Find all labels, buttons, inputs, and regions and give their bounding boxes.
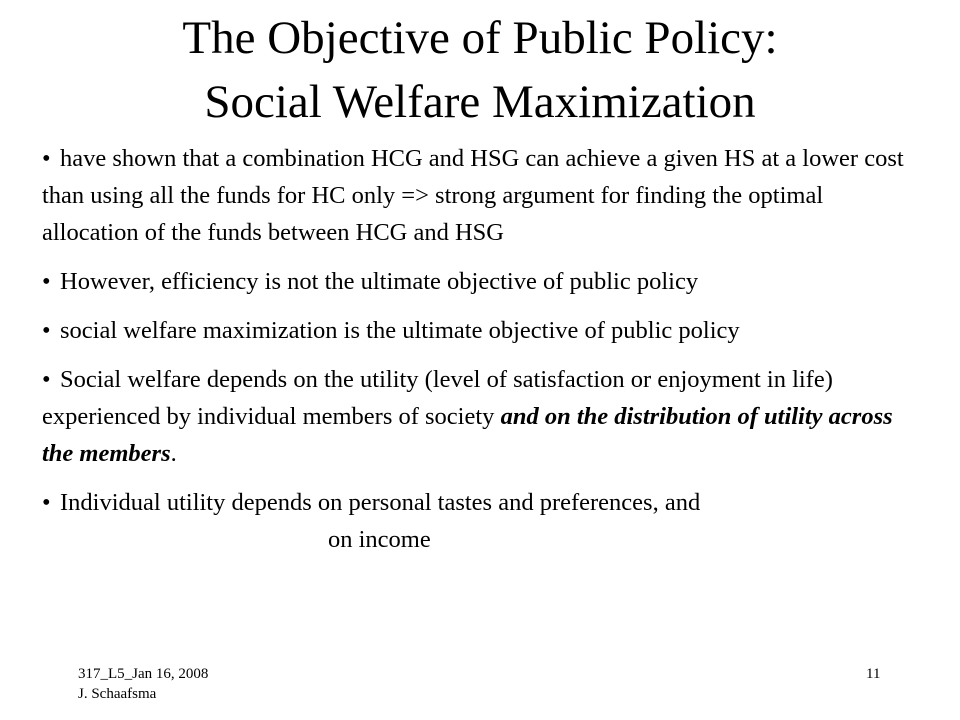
bullet-icon: • bbox=[42, 489, 51, 516]
footer-info bbox=[78, 664, 208, 704]
bullet-icon: • bbox=[42, 268, 51, 295]
page-number: 11 bbox=[866, 666, 881, 682]
slide-title-line-2: Social Welfare Maximization bbox=[204, 76, 756, 128]
bullet-suffix: . bbox=[170, 440, 177, 467]
slide-title bbox=[0, 6, 960, 134]
bullet-text: have shown that a combination HCG and HSG can achieve a given HS at a lower cost than using all the funds for HC only => strong argument for finding the optimal allocation of the funds between HCG and HSG bbox=[42, 145, 904, 246]
footer-course-date: 317_L5_Jan 16, 2008 bbox=[78, 666, 209, 682]
bullet-icon: • bbox=[42, 366, 51, 393]
bullet-continuation: on income bbox=[328, 526, 431, 553]
bullet-text: However, efficiency is not the ultimate objective of public policy bbox=[60, 268, 699, 295]
bullet-item bbox=[42, 140, 912, 251]
bullet-icon: • bbox=[42, 145, 51, 172]
bullet-item bbox=[42, 263, 912, 300]
bullet-item bbox=[42, 312, 912, 349]
bullet-text: Social welfare depends on the utility (level of satisfaction or enjoyment in life) experienced by individual members of society bbox=[42, 366, 833, 430]
bullet-item bbox=[42, 484, 912, 558]
bullet-emphasis-text: and on the distribution of utility across the members bbox=[42, 403, 893, 467]
bullet-icon: • bbox=[42, 317, 51, 344]
bullet-text: social welfare maximization is the ultimate objective of public policy bbox=[60, 317, 740, 344]
bullet-text: Individual utility depends on personal tastes and preferences, and bbox=[60, 489, 701, 516]
bullet-list bbox=[42, 140, 912, 570]
bullet-item bbox=[42, 361, 912, 472]
footer-author: J. Schaafsma bbox=[78, 686, 157, 702]
slide-title-line-1: The Objective of Public Policy: bbox=[182, 12, 778, 64]
